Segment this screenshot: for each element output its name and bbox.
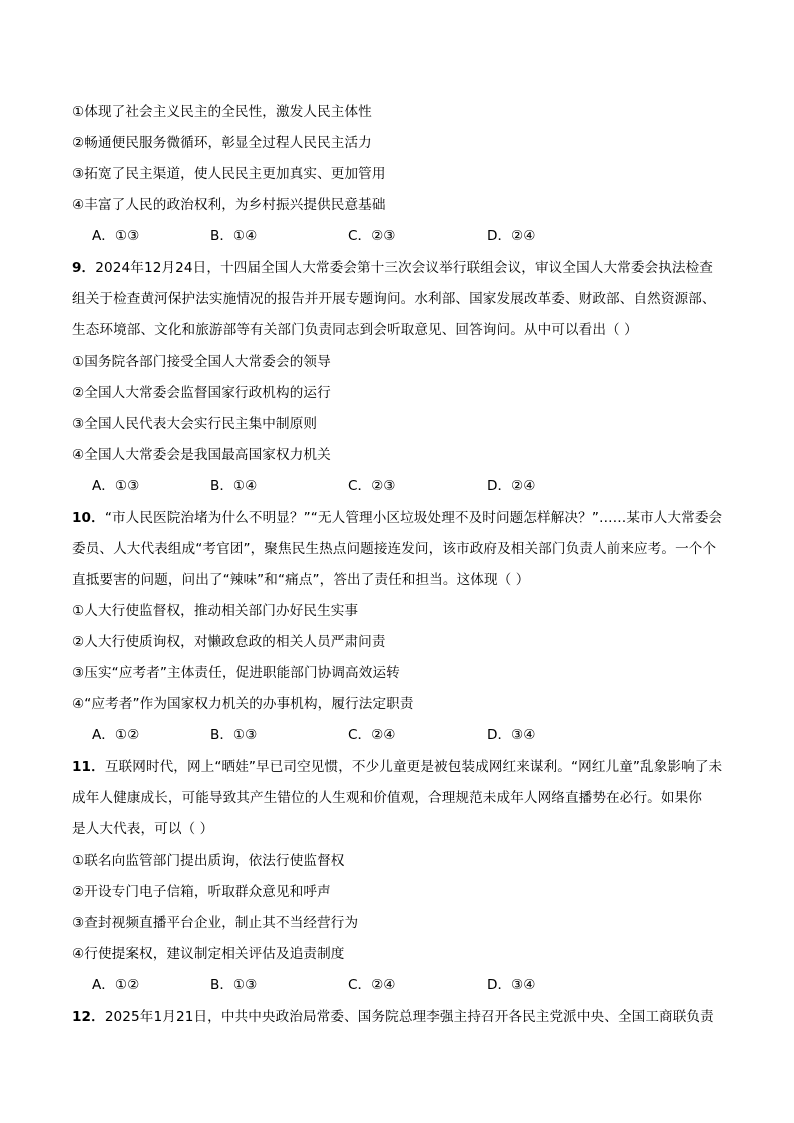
q10-stem-text-1: “市人民医院治堵为什么不明显？”“无人管理小区垃圾处理不及时问题怎样解决？”……某市人大常委会 — [104, 510, 723, 526]
q8-option-c: C．②③ — [348, 228, 396, 244]
q9-option-b: B．①④ — [210, 478, 258, 494]
q11-options — [0, 975, 794, 995]
q12-stem-line-1 — [72, 1007, 732, 1027]
q10-item-4: ④“应考者”作为国家权力机关的办事机构，履行法定职责 — [72, 696, 414, 712]
q11-option-d: D．③④ — [487, 977, 536, 993]
q10-number: 10． — [72, 510, 105, 526]
q11-item-1: ①联名向监管部门提出质询，依法行使监督权 — [72, 853, 345, 869]
q11-number: 11． — [72, 759, 105, 775]
q10-item-2: ②人大行使质询权，对懒政怠政的相关人员严肃问责 — [72, 634, 386, 650]
q8-option-a: A．①③ — [92, 228, 140, 244]
q9-stem-text-1: 2024年12月24日，十四届全国人大常委会第十三次会议举行联组会议，审议全国人大常委会执法检查 — [95, 260, 714, 276]
q9-stem-line-1 — [72, 258, 732, 278]
q11-item-2: ②开设专门电子信箱，听取群众意见和呼声 — [72, 884, 331, 900]
q10-option-d: D．③④ — [487, 727, 536, 743]
q11-option-a: A．①② — [92, 977, 140, 993]
q10-stem-line-3: 直抵要害的问题，问出了“辣味”和“痛点”，答出了责任和担当。这体现（ ） — [72, 572, 530, 588]
q9-item-2: ②全国人大常委会监督国家行政机构的运行 — [72, 385, 331, 401]
q11-option-b: B．①③ — [210, 977, 258, 993]
q11-option-c: C．②④ — [348, 977, 396, 993]
q10-options — [0, 725, 794, 745]
q9-option-d: D．②④ — [487, 478, 536, 494]
q8-item-2: ②畅通便民服务微循环，彰显全过程人民民主活力 — [72, 135, 372, 151]
q10-item-1: ①人大行使监督权，推动相关部门办好民生实事 — [72, 603, 359, 619]
q8-option-b: B．①④ — [210, 228, 258, 244]
q8-item-1: ①体现了社会主义民主的全民性，激发人民主体性 — [72, 104, 372, 120]
q11-stem-line-3: 是人大代表，可以（ ） — [72, 821, 214, 837]
q11-stem-line-2: 成年人健康成长，可能导致其产生错位的人生观和价值观，合理规范未成年人网络直播势在必行。如果你 — [72, 790, 702, 806]
q9-number: 9． — [72, 260, 96, 276]
q9-item-4: ④全国人大常委会是我国最高国家权力机关 — [72, 447, 331, 463]
q9-item-1: ①国务院各部门接受全国人大常委会的领导 — [72, 354, 331, 370]
q9-item-3: ③全国人民代表大会实行民主集中制原则 — [72, 416, 318, 432]
q9-options — [0, 476, 794, 496]
q12-stem-text-1: 2025年1月21日，中共中央政治局常委、国务院总理李强主持召开各民主党派中央、全国工商联负责 — [104, 1009, 714, 1025]
q10-item-3: ③压实“应考者”主体责任，促进职能部门协调高效运转 — [72, 665, 400, 681]
q10-option-c: C．②④ — [348, 727, 396, 743]
q8-item-4: ④丰富了人民的政治权利，为乡村振兴提供民意基础 — [72, 197, 386, 213]
q10-option-b: B．①③ — [210, 727, 258, 743]
q8-options — [0, 226, 794, 246]
q8-option-d: D．②④ — [487, 228, 536, 244]
q8-item-3: ③拓宽了民主渠道，使人民民主更加真实、更加管用 — [72, 166, 386, 182]
q11-stem-line-1 — [72, 757, 732, 777]
q12-number: 12． — [72, 1009, 105, 1025]
q11-item-3: ③查封视频直播平台企业，制止其不当经营行为 — [72, 915, 359, 931]
q10-stem-line-1 — [72, 508, 732, 528]
q9-stem-line-2: 组关于检查黄河保护法实施情况的报告并开展专题询问。水利部、国家发展改革委、财政部、自然资源部、 — [72, 291, 716, 307]
q10-stem-line-2: 委员、人大代表组成“考官团”，聚焦民生热点问题接连发问，该市政府及相关部门负责人前来应考。一个个 — [72, 541, 717, 557]
q9-option-c: C．②③ — [348, 478, 396, 494]
q11-stem-text-1: 互联网时代，网上“晒娃”早已司空见惯，不少儿童更是被包装成网红来谋利。“网红儿童”乱象影响了未 — [104, 759, 723, 775]
q9-stem-line-3: 生态环境部、文化和旅游部等有关部门负责同志到会听取意见、回答询问。从中可以看出（ ） — [72, 322, 638, 338]
q9-option-a: A．①③ — [92, 478, 140, 494]
q11-item-4: ④行使提案权，建议制定相关评估及追责制度 — [72, 946, 345, 962]
q10-option-a: A．①② — [92, 727, 140, 743]
